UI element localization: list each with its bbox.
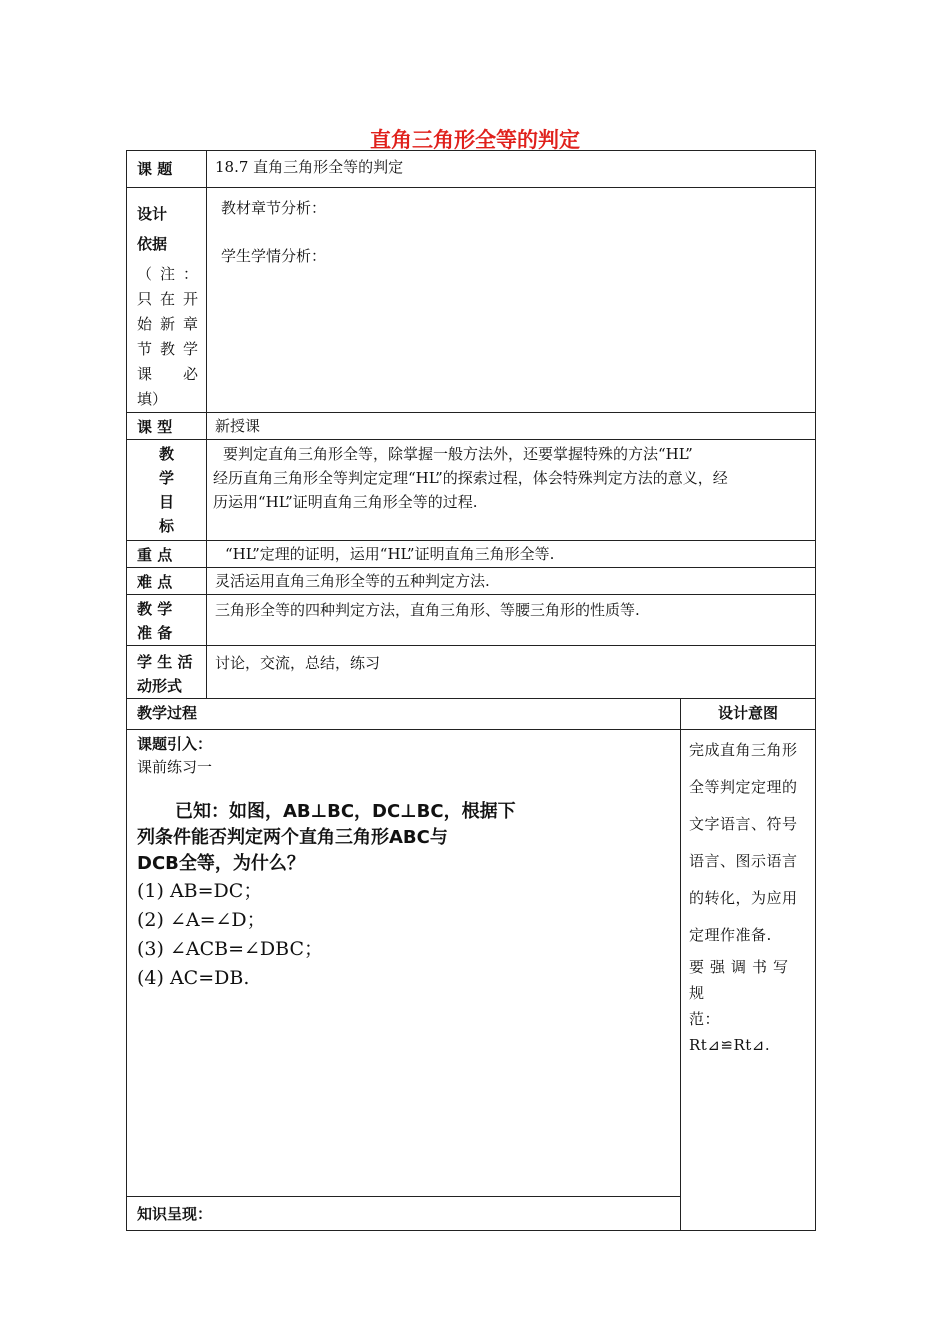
row-design-basis: [127, 188, 816, 413]
activity-label-cell: [127, 646, 207, 699]
design-intent-cell: [681, 730, 816, 1231]
basis-note-1: （注：: [137, 265, 198, 283]
topic-value: 18.7 直角三角形全等的判定: [207, 151, 816, 188]
goal-line-1: 要判定直角三角形全等，除掌握一般方法外，还要掌握特殊的方法“HL”: [223, 445, 693, 463]
difficulty-value: 灵活运用直角三角形全等的五种判定方法.: [207, 568, 816, 595]
exercise-block: [137, 799, 670, 993]
type-label: 课 型: [127, 413, 207, 440]
prep-label-2: 准 备: [137, 624, 173, 642]
goal-label-char-4: 标: [158, 517, 174, 535]
row-lesson-type: [127, 413, 816, 440]
intent-line-3: 文字语言、符号: [689, 815, 798, 833]
key-value: “HL”定理的证明，运用“HL”证明直角三角形全等.: [207, 541, 816, 568]
exercise-item-3: (3) ∠ACB=∠DBC；: [137, 938, 324, 960]
intent-header: 设计意图: [681, 699, 816, 730]
exercise-item-1: (1) AB=DC；: [137, 880, 263, 902]
goal-label-char-3: 目: [158, 493, 174, 511]
goal-line-3: 历运用“HL”证明直角三角形全等的过程.: [213, 493, 478, 511]
key-label: 重 点: [127, 541, 207, 568]
intent-line-7: 要强调书写规: [689, 958, 795, 1002]
knowledge-label: 知识呈现：: [127, 1197, 681, 1231]
lesson-plan-table: [126, 150, 816, 1231]
prep-label-cell: [127, 595, 207, 646]
intent-line-6: 定理作准备.: [689, 926, 772, 944]
goal-content: [207, 440, 816, 541]
topic-label: 课 题: [127, 151, 207, 188]
exercise-line-3: DCB全等，为什么？: [137, 853, 305, 874]
exercise-line-2: 列条件能否判定两个直角三角形ABC与: [137, 827, 448, 848]
intent-line-2: 全等判定定理的: [689, 778, 798, 796]
activity-label-1: 学 生 活: [137, 653, 193, 671]
process-body: [127, 730, 681, 1197]
process-header: 教学过程: [127, 699, 681, 730]
activity-label-2: 动形式: [137, 677, 183, 695]
goal-label-cell: [127, 440, 207, 541]
difficulty-label: 难 点: [127, 568, 207, 595]
row-student-activity: [127, 646, 816, 699]
basis-note-5: 课 必: [137, 365, 198, 383]
intro-label: 课题引入：: [137, 735, 213, 753]
type-value: 新授课: [207, 413, 816, 440]
basis-note-2: 只在开: [137, 290, 198, 308]
prep-value: 三角形全等的四种判定方法，直角三角形、等腰三角形的性质等.: [207, 595, 816, 646]
textbook-analysis: 教材章节分析：: [221, 199, 327, 217]
intent-line-8: 范：: [689, 1010, 721, 1028]
basis-label-1: 设计: [137, 205, 168, 223]
basis-label-cell: [127, 188, 207, 413]
intent-line-9: Rt⊿≌Rt⊿.: [689, 1036, 771, 1054]
goal-line-2: 经历直角三角形全等判定定理“HL”的探索过程，体会特殊判定方法的意义，经: [213, 469, 728, 487]
intent-line-5: 的转化，为应用: [689, 889, 798, 907]
intent-line-4: 语言、图示语言: [689, 852, 798, 870]
row-process-header: [127, 699, 816, 730]
row-teaching-goal: [127, 440, 816, 541]
activity-value: 讨论，交流，总结，练习: [207, 646, 816, 699]
row-teaching-prep: [127, 595, 816, 646]
exercise-item-4: (4) AC=DB.: [137, 967, 250, 989]
intent-line-1: 完成直角三角形: [689, 741, 798, 759]
basis-label-2: 依据: [137, 235, 168, 253]
exercise-line-1: 已知：如图，AB⊥BC，DC⊥BC，根据下: [175, 801, 516, 822]
goal-label-char-2: 学: [158, 469, 174, 487]
intro-sub: 课前练习一: [137, 758, 213, 776]
prep-label-1: 教 学: [137, 600, 173, 618]
page-title: 直角三角形全等的判定: [370, 128, 580, 152]
row-process-body: [127, 730, 816, 1197]
row-key-point: [127, 541, 816, 568]
student-analysis: 学生学情分析：: [221, 247, 327, 265]
goal-label-char-1: 教: [158, 445, 174, 463]
row-topic: [127, 151, 816, 188]
exercise-item-2: (2) ∠A=∠D；: [137, 909, 266, 931]
basis-content: [207, 188, 816, 413]
row-difficulty: [127, 568, 816, 595]
basis-note-4: 节教学: [137, 340, 198, 358]
basis-note-6: 填）: [137, 390, 168, 408]
basis-note-3: 始新章: [137, 315, 198, 333]
